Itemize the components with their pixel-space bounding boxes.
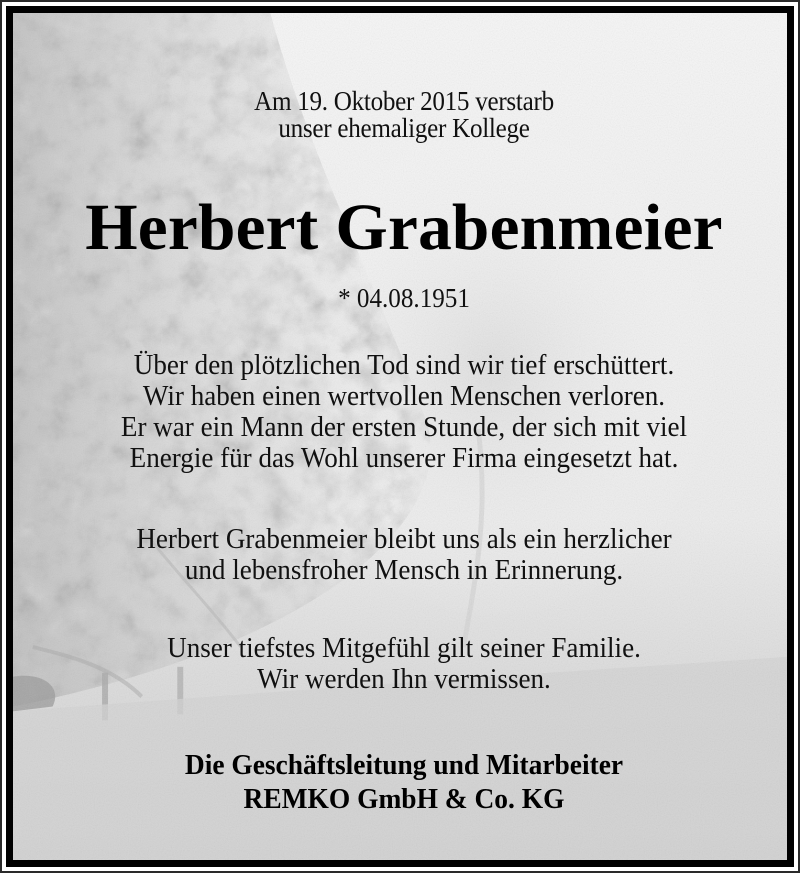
notice-frame [6, 6, 794, 867]
paragraph-2-line-1: Herbert Grabenmeier bleibt uns als ein herzlicher [136, 524, 672, 555]
paragraph-1-line-3: Er war ein Mann der ersten Stunde, der sich mit viel [120, 412, 688, 443]
paragraph-1-line-1: Über den plötzlichen Tod sind wir tief erschüttert. [133, 350, 675, 381]
paragraph-2-line-2: und lebensfroher Mensch in Erinnerung. [184, 555, 624, 586]
signature-line-1: Die Geschäftsleitung und Mitarbeiter [184, 750, 624, 781]
paragraph-3-line-1: Unser tiefstes Mitgefühl gilt seiner Familie. [167, 633, 641, 664]
paragraph-1-line-4: Energie für das Wohl unserer Firma eingesetzt hat. [129, 443, 679, 474]
signature-company: REMKO GmbH & Co. KG [243, 784, 565, 815]
deceased-name: Herbert Grabenmeier [85, 191, 723, 264]
obituary-text [13, 13, 794, 867]
birth-date: * 04.08.1951 [338, 283, 470, 313]
paragraph-3-line-2: Wir werden Ihn vermissen. [257, 664, 551, 695]
intro-line-2: unser ehemaliger Kollege [278, 113, 530, 143]
intro-line-1: Am 19. Oktober 2015 verstarb [254, 86, 554, 116]
paragraph-1-line-2: Wir haben einen wertvollen Menschen verloren. [142, 381, 666, 412]
